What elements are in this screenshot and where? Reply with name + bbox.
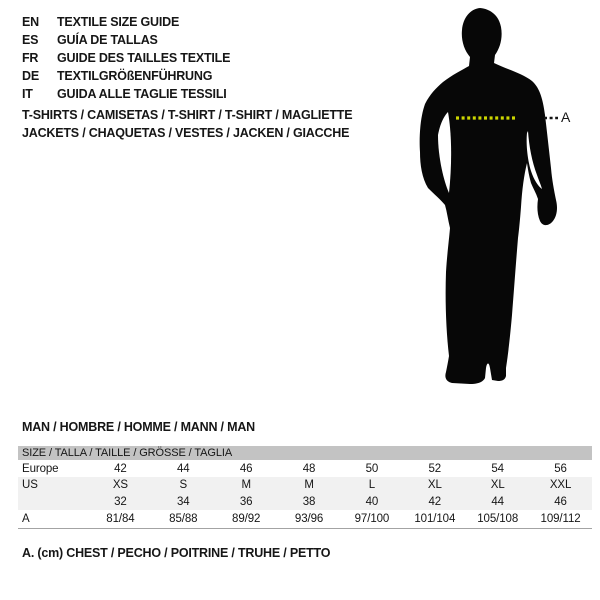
table-cell: 54 — [491, 462, 504, 475]
table-cell: 42 — [114, 462, 127, 475]
table-cell: M — [241, 479, 251, 491]
table-cell: 109/112 — [540, 513, 581, 525]
table-cell: XXL — [549, 479, 572, 491]
table-cell: 81/84 — [106, 513, 135, 525]
table-cell: XS — [112, 479, 129, 491]
table-cell: 89/92 — [232, 513, 261, 525]
table-cell: S — [179, 479, 188, 491]
category-tshirts: T-SHIRTS / CAMISETAS / T-SHIRT / T-SHIRT / MAGLIETTE — [22, 108, 353, 122]
table-row-europe — [18, 460, 592, 477]
table-cell: 56 — [554, 462, 567, 475]
section-title-man: MAN / HOMBRE / HOMME / MANN / MAN — [22, 420, 255, 434]
measure-footnote: A. (cm) CHEST / PECHO / POITRINE / TRUHE / PETTO — [22, 546, 331, 560]
table-cell: 38 — [302, 495, 316, 508]
table-cell: 32 — [114, 495, 127, 508]
table-cell: 85/88 — [169, 513, 198, 525]
table-cell: 34 — [177, 495, 190, 508]
table-cell: 97/100 — [354, 513, 390, 525]
language-title: GUÍA DE TALLAS — [57, 33, 158, 47]
language-code: ES — [22, 33, 39, 47]
table-row-us — [18, 477, 592, 493]
table-cell: 36 — [239, 495, 253, 508]
table-cell: 105/108 — [477, 513, 519, 525]
size-table — [18, 446, 592, 529]
language-title: TEXTILE SIZE GUIDE — [57, 15, 180, 29]
table-cell: 44 — [177, 462, 190, 475]
table-cell: 50 — [365, 462, 379, 475]
table-cell: 40 — [365, 495, 379, 508]
table-cell: XL — [427, 479, 442, 491]
table-cell: 44 — [491, 495, 504, 508]
table-row-numeric — [18, 493, 592, 510]
man-silhouette — [420, 8, 557, 384]
table-row-chest — [18, 510, 592, 528]
language-code: IT — [22, 87, 33, 101]
table-cell: 93/96 — [294, 513, 324, 525]
table-cell: 48 — [302, 462, 316, 475]
table-cell: 46 — [554, 495, 567, 508]
table-cell: 101/104 — [414, 513, 456, 525]
category-jackets: JACKETS / CHAQUETAS / VESTES / JACKEN / GIACCHE — [22, 126, 350, 140]
language-title: TEXTILGRÖßENFÜHRUNG — [57, 69, 213, 83]
row-label: A — [22, 513, 30, 525]
table-cell: M — [304, 479, 314, 491]
table-cell: 42 — [428, 495, 442, 508]
language-code: FR — [22, 51, 39, 65]
row-label: Europe — [22, 462, 59, 475]
measure-label-a: A — [561, 109, 571, 125]
row-label: US — [22, 479, 38, 491]
language-code: EN — [22, 15, 39, 29]
table-cell: 52 — [428, 462, 442, 475]
table-cell: XL — [490, 479, 505, 491]
language-title: GUIDA ALLE TAGLIE TESSILI — [57, 87, 227, 101]
size-table-header: SIZE / TALLA / TAILLE / GRÖSSE / TAGLIA — [18, 446, 592, 460]
language-title: GUIDE DES TAILLES TEXTILE — [57, 51, 231, 65]
table-cell: L — [368, 479, 376, 491]
table-cell: 46 — [239, 462, 253, 475]
language-code: DE — [22, 69, 39, 83]
